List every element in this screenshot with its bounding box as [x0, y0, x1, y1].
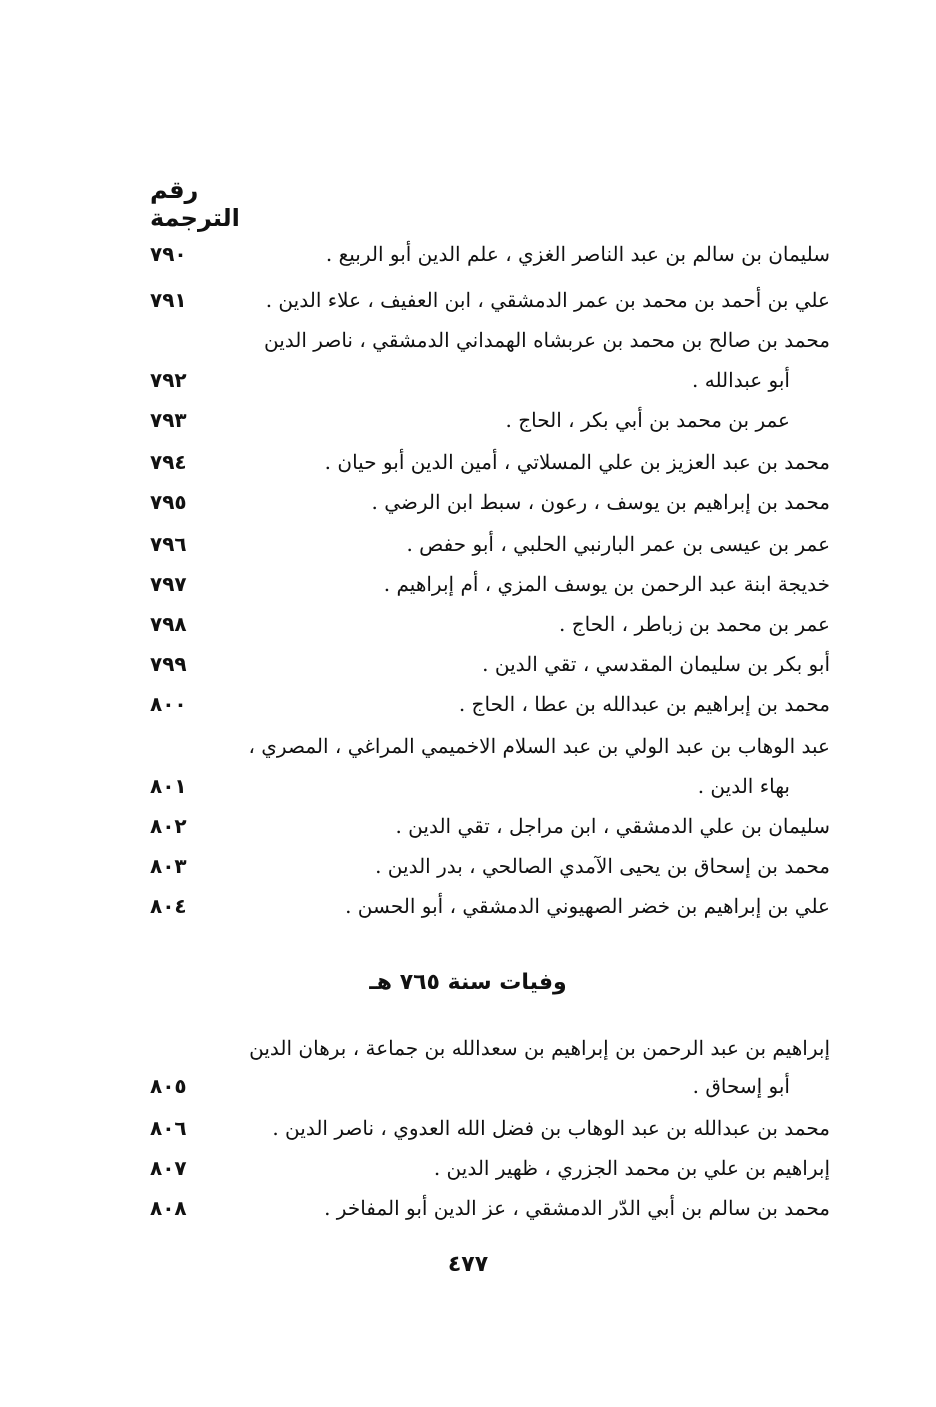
entry-number: ٨٠١ [150, 774, 187, 798]
entry-number: ٨٠٨ [150, 1196, 187, 1220]
entry-number: ٨٠٧ [150, 1156, 187, 1180]
entry-number: ٧٩٦ [150, 532, 187, 556]
section-heading: وفيات سنة ٧٦٥ هـ [369, 970, 567, 995]
book-page: رقم الترجمة سليمان بن سالم بن عبد الناصر الغزي ، علم الدين أبو الربيع . ٧٩٠ علي بن أحمد بن محمد بن عمر الدمشقي ، ابن العفيف ، علاء الدين . ٧٩١ محمد بن صالح بن محمد بن عربشاه الهمداني الدمشقي ، ناصر الدين أبو عبدالله . ٧٩٢ عمر بن محمد بن أبي بكر ، الحاج . ٧٩٣ محمد بن عبد العزيز بن علي المسلاتي ، أمين الدين أبو حيان . ٧٩٤ محمد بن إبراهيم بن يوسف ، رعون ، سبط ابن الرضي . ٧٩٥ عمر بن عيسى بن عمر البارنبي الحلبي ، أبو حفص . ٧٩٦ خديجة ابنة عبد الرحمن بن يوسف المزي ، أم إبراهيم . ٧٩٧ عمر بن محمد بن زباطر ، الحاج . ٧٩٨ أبو بكر بن سليمان المقدسي ، تقي الدين . ٧٩٩ محمد بن إبراهيم بن عبدالله بن عطا ، الحاج . ٨٠٠ عبد الوهاب بن عبد الولي بن عبد السلام الاخميمي المراغي ، المصري ، بهاء الدين . ٨٠١ سليمان بن علي الدمشقي ، ابن مراجل ، تقي الدين . ٨٠٢ محمد بن إسحاق بن يحيى الآمدي الصالحي ، بدر الدين . ٨٠٣ علي بن إبراهيم بن خضر الصهيوني الدمشقي ، أبو الحسن . ٨٠٤ وفيات سنة ٧٦٥ هـ إبراهيم بن عبد الرحمن بن إبراهيم بن سعدالله بن جماعة ، برهان الدين أبو إسحاق . ٨٠٥ محمد بن عبدالله بن عبد الوهاب بن فضل الله العدوي ، ناصر الدين . ٨٠٦ إبراهيم بن علي بن محمد الجزري ، ظهير الدين . ٨٠٧ محمد بن سالم بن أبي الدّر الدمشقي ، عز الدين أبو المفاخر . ٨٠٨ ٤٧٧ [0, 0, 936, 1407]
entry-number: ٧٩٩ [150, 652, 187, 676]
page-number: ٤٧٧ [447, 1252, 489, 1277]
entry-number: ٨٠٠ [150, 692, 187, 716]
entry-number: ٨٠٤ [150, 894, 187, 918]
entry-number: ٧٩٧ [150, 572, 187, 596]
entry-number: ٨٠٦ [150, 1116, 187, 1140]
entry-number: ٧٩٣ [150, 408, 187, 432]
entry-number: ٨٠٣ [150, 854, 187, 878]
entry-number: ٨٠٥ [150, 1074, 187, 1098]
entry-number: ٧٩١ [150, 288, 187, 312]
entry-number: ٧٩٤ [150, 450, 187, 474]
entry-number: ٧٩٥ [150, 490, 187, 514]
column-header: رقم الترجمة [150, 176, 240, 232]
entry-number: ٧٩٨ [150, 612, 187, 636]
entry-number: ٨٠٢ [150, 814, 187, 838]
entry-number: ٧٩٢ [150, 368, 187, 392]
entry-number: ٧٩٠ [150, 242, 187, 266]
